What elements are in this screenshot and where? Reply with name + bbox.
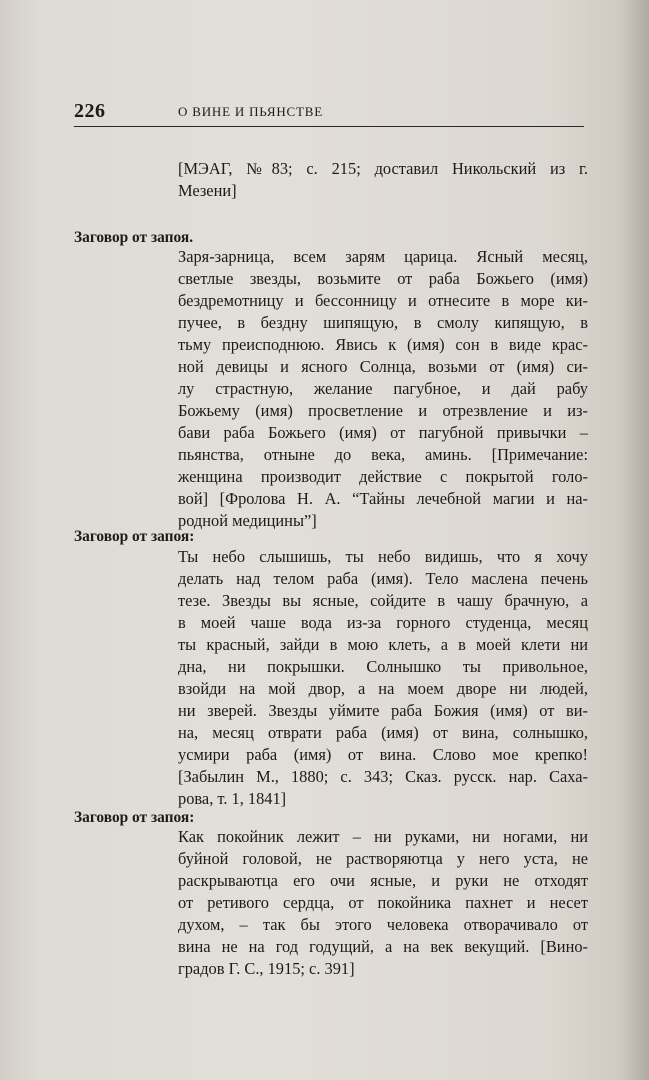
page-number: 226 [74, 100, 106, 122]
body-line: духом, – так бы этого человека отворачивало от [178, 915, 588, 934]
body-line: на, месяц отврати раба (имя) от вина, солнышко, [178, 723, 588, 742]
section-heading: Заговор от запоя. [74, 229, 194, 246]
body-line: рова, т. 1, 1841] [178, 789, 287, 808]
section-body [178, 546, 588, 810]
body-line: взойди на мой двор, а на моем дворе ни людей, [178, 679, 588, 698]
body-line: пучее, в бездну шипящую, в смолу кипящую, в [178, 313, 588, 332]
body-line: Заря-зарница, всем зарям царица. Ясный месяц, [178, 247, 588, 266]
body-line: ной девицы и ясного Солнца, возьми от (имя) си- [178, 357, 588, 376]
body-line: [Забылин М., 1880; с. 343; Сказ. русск. нар. Саха- [178, 767, 588, 786]
body-line: ни зверей. Звезды уймите раба Божия (имя) от ви- [178, 701, 588, 720]
body-line: в моей чаше вода из-за горного студенца, месяц [178, 613, 588, 632]
body-line: вина не на год годущий, а на век векущий. [Вино- [178, 937, 588, 956]
body-line: родной медицины”] [178, 511, 317, 530]
body-line: усмири раба (имя) от вина. Слово мое крепко! [178, 745, 588, 764]
body-line: вой] [Фролова Н. А. “Тайны лечебной магии и на- [178, 489, 588, 508]
body-line: градов Г. С., 1915; с. 391] [178, 959, 355, 978]
section-heading: Заговор от запоя: [74, 809, 195, 826]
body-line: буйной головой, не растворяютца у него уста, не [178, 849, 588, 868]
body-line: ты красный, зайди в мою клеть, а в моей клети ни [178, 635, 588, 654]
body-line: светлые звезды, возьмите от раба Божьего (имя) [178, 269, 588, 288]
section-body [178, 826, 588, 980]
running-header [74, 100, 584, 127]
body-line: дна, ни покрышки. Солнышко ты привольное, [178, 657, 588, 676]
body-line: тезе. Звезды вы ясные, сойдите в чашу брачную, а [178, 591, 588, 610]
body-line: Как покойник лежит – ни руками, ни ногами, ни [178, 827, 588, 846]
citation-block [178, 158, 588, 202]
section-heading: Заговор от запоя: [74, 528, 195, 545]
running-title: О ВИНЕ И ПЬЯНСТВЕ [178, 104, 323, 119]
body-line: бездремотницу и бессонницу и отнесите в море ки- [178, 291, 588, 310]
body-line: пьянства, отныне до века, аминь. [Примечание: [178, 445, 588, 464]
body-line: делать над телом раба (имя). Тело маслена печень [178, 569, 588, 588]
body-line: Ты небо слышишь, ты небо видишь, что я хочу [178, 547, 588, 566]
page-edge-shadow [621, 0, 649, 1080]
body-line: раскрываютца его очи ясные, и руки не отходят [178, 871, 588, 890]
body-line: лу страстную, желание пагубное, и дай рабу [178, 379, 588, 398]
body-line: бави раба Божьего (имя) от пагубной привычки – [178, 423, 588, 442]
citation-line: Мезени] [178, 181, 237, 200]
body-line: женщина производит действие с покрытой голо- [178, 467, 588, 486]
body-line: тьму преисподнюю. Явись к (имя) сон в виде крас- [178, 335, 588, 354]
body-line: Божьему (имя) просветление и отрезвление и из- [178, 401, 588, 420]
section-body [178, 246, 588, 532]
citation-line: [МЭАГ, №83; с. 215; доставил Никольский из г. [178, 159, 588, 178]
body-line: от ретивого сердца, от покойника пахнет и несет [178, 893, 588, 912]
